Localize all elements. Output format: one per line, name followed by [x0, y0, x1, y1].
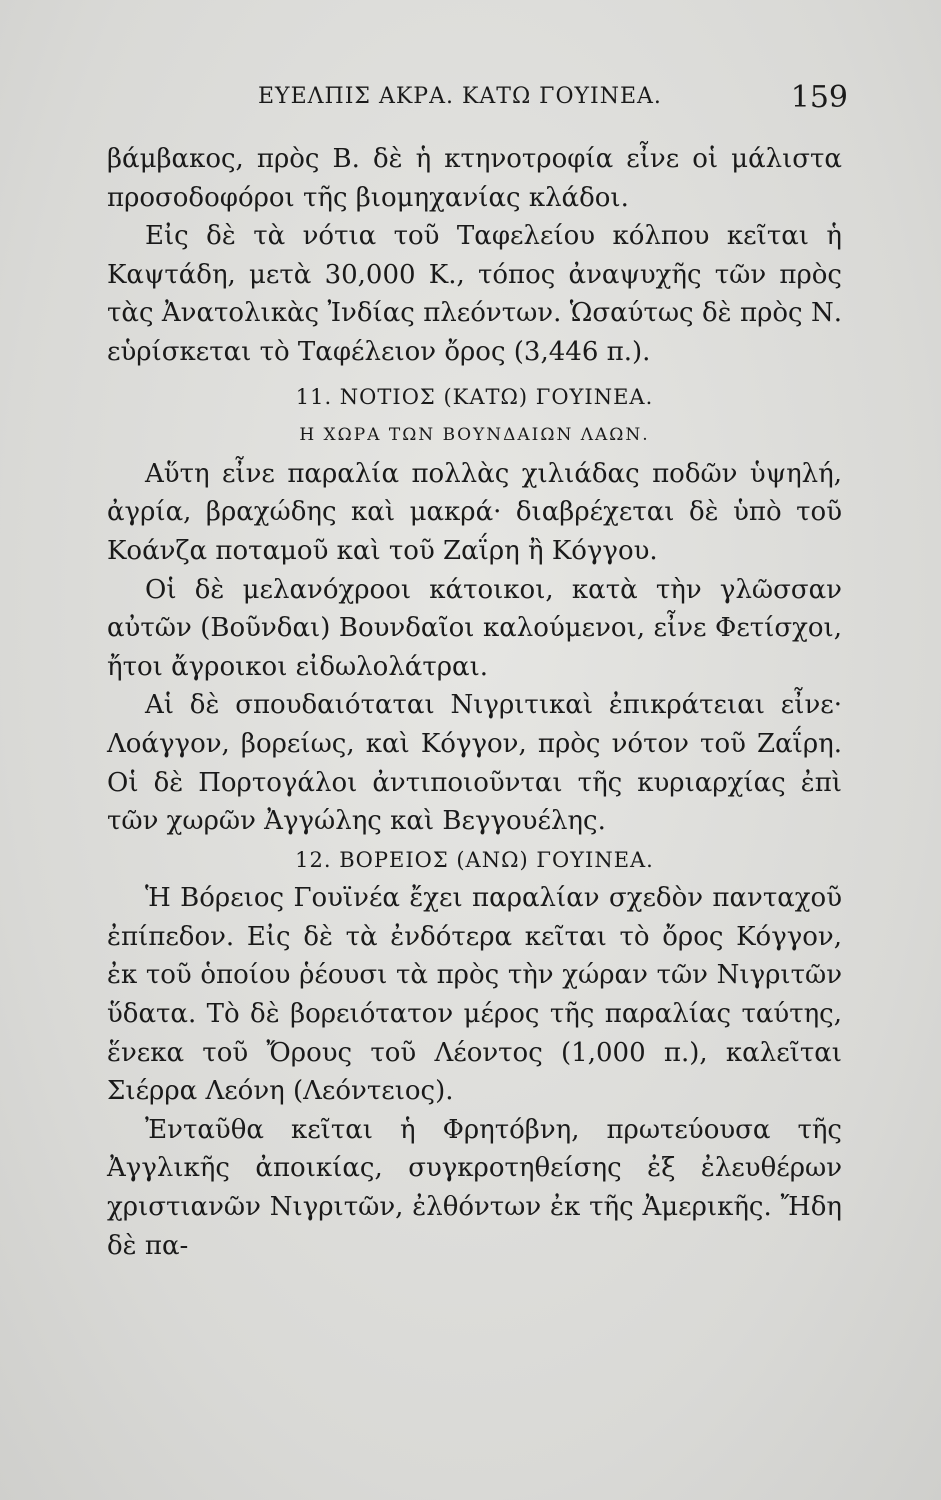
section-subheading: Η ΧΩΡΑ ΤΩΝ ΒΟΥΝΔΑΙΩΝ ΛΑΩΝ.	[299, 425, 650, 446]
section-heading: 12. ΒΟΡΕΙΟΣ (ΑΝΩ) ΓΟΥΙΝΕΑ.	[295, 847, 654, 872]
paragraph: Εἰς δὲ τὰ νότια τοῦ Ταφελείου κόλπου κεῖται ἡ Καψτάδη, μετὰ 30,000 Κ., τόπος ἀναψυχῆς τῶν πρὸς τὰς Ἀνατολικὰς Ἰνδίας πλεόντων. Ὡσαύτως δὲ πρὸς Ν. εὑρίσκεται τὸ Ταφέλειον ὄρος (3,446 π.).	[107, 221, 842, 367]
page-number: 159	[790, 80, 848, 115]
paragraph: Οἱ δὲ μελανόχροοι κάτοικοι, κατὰ τὴν γλῶσσαν αὐτῶν (Βοῦνδαι) Βουνδαῖοι καλούμενοι, εἶνε Φετίσχοι, ἤτοι ἄγροικοι εἰδωλολάτραι.	[107, 574, 842, 682]
paragraph: Αὕτη εἶνε παραλία πολλὰς χιλιάδας ποδῶν ὑψηλή, ἀγρία, βραχώδης καὶ μακρά· διαβρέχεται δὲ ὑπὸ τοῦ Κοάνζα ποταμοῦ καὶ τοῦ Ζαΐρη ἢ Κόγγου.	[107, 458, 842, 566]
paragraph: βάμβακος, πρὸς Β. δὲ ἡ κτηνοτροφία εἶνε οἱ μάλιστα προσοδοφόροι τῆς βιομηχανίας κλάδοι.	[107, 144, 842, 213]
running-header	[258, 80, 848, 124]
paragraph: Ἐνταῦθα κεῖται ἡ Φρητόβνη, πρωτεύουσα τῆς Ἀγγλικῆς ἀποικίας, συγκροτηθείσης ἐξ ἐλευθέρων χριστιανῶν Νιγριτῶν, ἐλθόντων ἐκ τῆς Ἀμερικῆς. Ἤδη δὲ πα-	[107, 1114, 842, 1261]
page-body	[107, 140, 842, 1265]
section-heading: 11. ΝΟΤΙΟΣ (ΚΑΤΩ) ΓΟΥΙΝΕΑ.	[295, 384, 654, 409]
paragraph: Ἡ Βόρειος Γουϊνέα ἔχει παραλίαν σχεδὸν πανταχοῦ ἐπίπεδον. Εἰς δὲ τὰ ἐνδότερα κεῖται τὸ ὄρος Κόγγον, ἐκ τοῦ ὁποίου ῥέουσι τὰ πρὸς τὴν χώραν τῶν Νιγριτῶν ὕδατα. Τὸ δὲ βορειότατον μέρος τῆς παραλίας ταύτης, ἕνεκα τοῦ Ὄρους τοῦ Λέοντος (1,000 π.), καλεῖται Σιέρρα Λεόνη (Λεόντειος).	[107, 883, 842, 1107]
paragraph: Αἱ δὲ σπουδαιόταται Νιγριτικαὶ ἐπικράτειαι εἶνε· Λοάγγον, βορείως, καὶ Κόγγον, πρὸς νότον τοῦ Ζαΐρη. Οἱ δὲ Πορτογάλοι ἀντιποιοῦνται τῆς κυριαρχίας ἐπὶ τῶν χωρῶν Ἀγγώλης καὶ Βεγγουέλης.	[107, 690, 842, 837]
running-title: ΕΥΕΛΠΙΣ ΑΚΡΑ. ΚΑΤΩ ΓΟΥΙΝΕΑ.	[258, 84, 662, 109]
